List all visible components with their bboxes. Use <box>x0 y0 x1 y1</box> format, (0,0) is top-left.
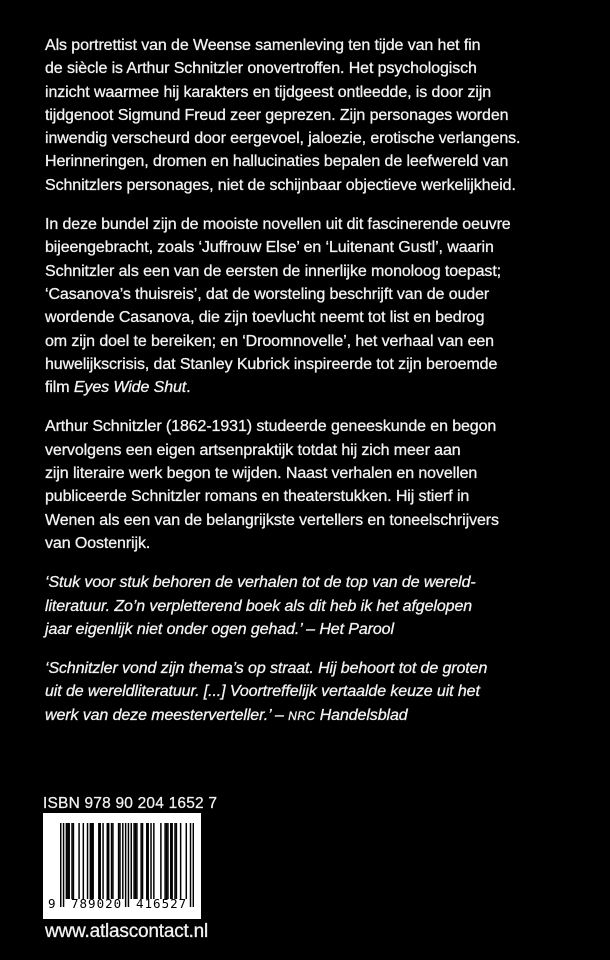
text-line: Schnitzlers personages, niet de schijnbaar objectieve werkelijkheid. <box>45 176 516 194</box>
barcode-bars <box>60 823 194 907</box>
text-line: film Eyes Wide Shut. <box>45 379 191 397</box>
text-line: ‘Casanova’s thuisreis’, dat de worsteling beschrijft van de ouder <box>45 285 490 303</box>
text-line: om zijn doel te bereiken; en ‘Droomnovelle’, het verhaal van een <box>45 332 494 350</box>
text-line: bijeengebracht, zoals ‘Juffrouw Else’ en ‘Luitenant Gustl’, waarin <box>45 239 494 257</box>
review-quote-het-parool <box>45 571 520 641</box>
back-cover-text <box>45 34 520 744</box>
text-line: ‘Schnitzler vond zijn thema’s op straat. Hij behoort tot de groten <box>45 660 488 678</box>
text-line: ‘Stuk voor stuk behoren de verhalen tot de top van de wereld- <box>45 574 476 592</box>
text-line: Herinneringen, dromen en hallucinaties bepalen de leefwereld van <box>45 153 509 171</box>
text-line: zijn literaire werk begon te wijden. Naast verhalen en novellen <box>45 465 478 483</box>
text-line: uit de wereldliteratuur. [...] Voortreffelijk vertaalde keuze uit het <box>45 683 480 701</box>
text-line: Arthur Schnitzler (1862-1931) studeerde geneeskunde en begon <box>45 418 497 436</box>
text-line: vervolgens een eigen artsenpraktijk totdat hij zich meer aan <box>45 441 461 459</box>
publisher-website: www.atlascontact.nl <box>45 921 209 942</box>
barcode-digits-right: 416527 <box>136 896 188 911</box>
text-line: van Oostenrijk. <box>45 534 151 552</box>
barcode <box>43 813 201 919</box>
text-line: werk van deze meesterverteller.’ – NRC Handelsblad <box>45 706 408 724</box>
review-quote-nrc-handelsblad <box>45 657 520 728</box>
text-line: literatuur. Zo’n verpletterend boek als dit heb ik het afgelopen <box>45 597 473 615</box>
text-line: In deze bundel zijn de mooiste novellen uit dit fascinerende oeuvre <box>45 216 511 234</box>
text-line: jaar eigenlijk niet onder ogen gehad.’ – Het Parool <box>45 620 394 638</box>
text-line: huwelijkscrisis, dat Stanley Kubrick inspireerde tot zijn beroemde <box>45 355 498 373</box>
text-line: inwendig verscheurd door eergevoel, jaloezie, erotische verlangens. <box>45 130 521 148</box>
text-line: tijdgenoot Sigmund Freud zeer geprezen. Zijn personages worden <box>45 106 509 124</box>
text-line: Wenen als een van de belangrijkste vertellers en toneelschrijvers <box>45 511 499 529</box>
synopsis-paragraph-1 <box>45 34 520 197</box>
text-line: publiceerde Schnitzler romans en theaterstukken. Hij stierf in <box>45 488 470 506</box>
text-line: de siècle is Arthur Schnitzler onovertroffen. Het psychologisch <box>45 60 477 78</box>
text-line: Als portrettist van de Weense samenleving ten tijde van het fin <box>45 37 481 54</box>
text-line: inzicht waarmee hij karakters en tijdgeest ontleedde, is door zijn <box>45 83 492 101</box>
text-line: wordende Casanova, die zijn toevlucht neemt tot list en bedrog <box>45 309 485 327</box>
text-line: Schnitzler als een van de eersten de innerlijke monoloog toepast; <box>45 262 502 280</box>
isbn-label: ISBN 978 90 204 1652 7 <box>43 795 218 812</box>
author-bio-paragraph <box>45 415 520 555</box>
barcode-digit-prefix: 9 <box>48 896 56 911</box>
synopsis-paragraph-2 <box>45 213 520 399</box>
barcode-digits-left: 789020 <box>71 896 123 911</box>
